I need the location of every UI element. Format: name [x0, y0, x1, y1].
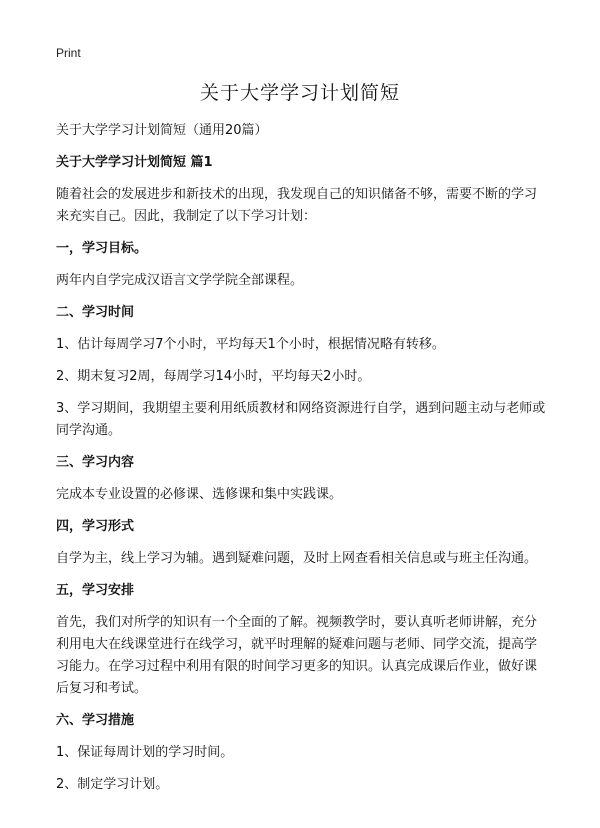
section-paragraph: 2、期末复习2周，每周学习14小时，平均每天2小时。	[56, 369, 371, 384]
section-paragraph: 3、学习期间，我期望主要利用纸质教材和网络资源进行自学，遇到问题主动与老师或同学沟通。	[56, 401, 546, 438]
section-paragraph: 完成本专业设置的必修课、选修课和集中实践课。	[56, 487, 343, 502]
section-heading-measures: 六、学习措施	[56, 713, 135, 728]
section-heading-schedule: 五，学习安排	[56, 583, 135, 598]
section-paragraph: 自学为主，线上学习为辅。遇到疑难问题，及时上网查看相关信息或与班主任沟通。	[56, 551, 538, 566]
section-paragraph: 两年内自学完成汉语言文学学院全部课程。	[56, 273, 304, 288]
section-paragraph: 1、保证每周计划的学习时间。	[56, 745, 234, 760]
section-heading-goal: 一，学习目标。	[56, 241, 148, 256]
chapter-title: 关于大学学习计划简短 篇1	[56, 155, 213, 170]
section-heading-time: 二、学习时间	[56, 305, 135, 320]
document-body	[56, 120, 548, 806]
section-heading-form: 四，学习形式	[56, 519, 135, 534]
intro-paragraph: 随着社会的发展进步和新技术的出现，我发现自己的知识储备不够，需要不断的学习来充实自己。因此，我制定了以下学习计划：	[56, 187, 538, 224]
document-subtitle: 关于大学学习计划简短（通用20篇）	[56, 123, 268, 138]
page-title: 关于大学学习计划简短	[199, 82, 400, 104]
section-paragraph: 1、估计每周学习7个小时，平均每天1个小时，根据情况略有转移。	[56, 337, 445, 352]
print-link[interactable]: Print	[56, 46, 81, 60]
section-paragraph: 首先，我们对所学的知识有一个全面的了解。视频教学时，要认真听老师讲解，充分利用电大在线课堂进行在线学习，就平时理解的疑难问题与老师、同学交流，提高学习能力。在学习过程中利用有限的时间学习更多的知识。认真完成课后作业，做好课后复习和考试。	[56, 615, 538, 696]
section-heading-content: 三、学习内容	[56, 455, 135, 470]
section-paragraph: 2、制定学习计划。	[56, 777, 169, 792]
